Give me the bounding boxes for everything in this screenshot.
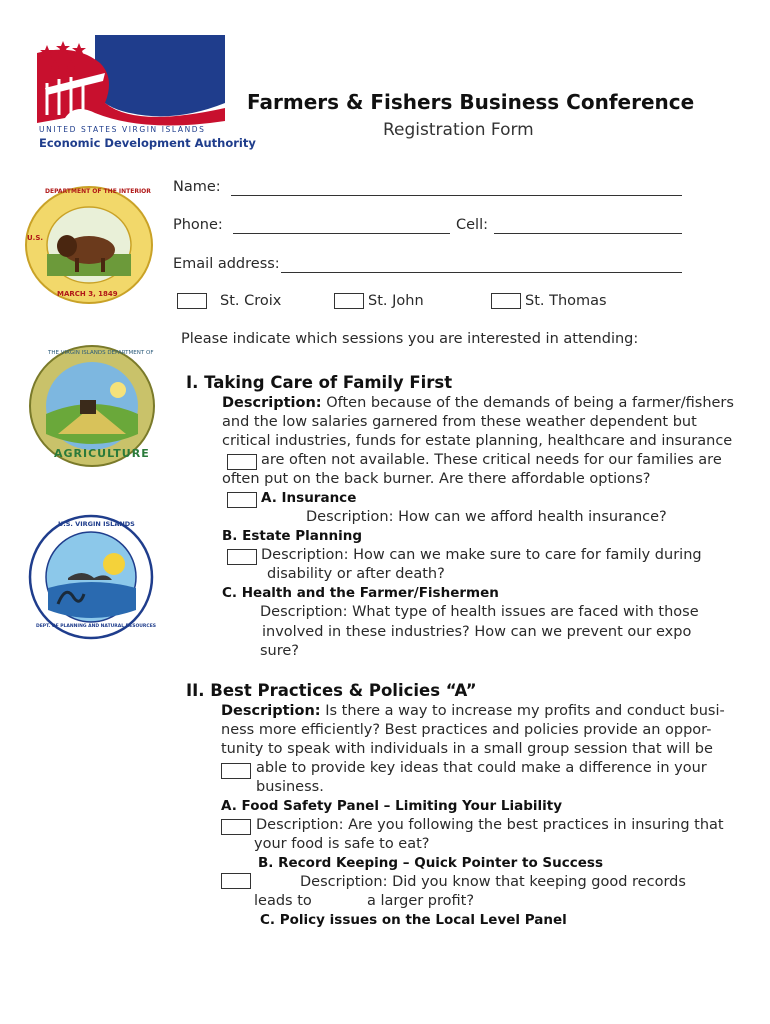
section1-desc-line2: and the low salaries garnered from these weather dependent but [222,414,697,430]
dpnr-seal-bottom: DEPT. OF PLANNING AND NATURAL RESOURCES [36,624,157,629]
insurance-desc: Description: How can we afford health insurance? [306,509,667,525]
health-desc3: sure? [260,643,300,659]
section2-desc-line3: tunity to speak with individuals in a small group session that will be [221,741,713,757]
food-safety-title: A. Food Safety Panel – Limiting Your Liability [221,798,563,814]
insurance-checkbox[interactable] [227,492,257,508]
section1-desc-line4: are often not available. These critical needs for our families are [261,452,722,468]
sessions-instruction: Please indicate which sessions you are interested in attending: [181,331,639,347]
agriculture-seal-bottom: AGRICULTURE [54,447,150,460]
phone-label: Phone: [173,217,223,233]
st-john-label: St. John [368,293,424,309]
cell-label: Cell: [456,217,488,233]
estate-planning-desc1: Description: How can we make sure to care for family during [261,547,702,563]
health-desc2: involved in these industries? How can we prevent our expo [262,624,692,640]
section2-desc-label: Description: [221,703,321,719]
section2-desc-text: Is there a way to increase my profits and conduct busi- [320,703,725,719]
estate-planning-desc2: disability or after death? [267,566,445,582]
page-title: Farmers & Fishers Business Conference [247,90,695,114]
page-subtitle: Registration Form [383,120,534,140]
st-croix-checkbox[interactable] [177,293,207,309]
health-title: C. Health and the Farmer/Fishermen [222,585,499,601]
section1-desc-label: Description: [222,395,322,411]
food-safety-checkbox[interactable] [221,819,251,835]
st-thomas-label: St. Thomas [525,293,607,309]
agriculture-seal-top: THE VIRGIN ISLANDS DEPARTMENT OF [48,350,154,356]
interior-seal-left: U.S. [27,234,44,242]
section2-desc-line5: business. [256,779,324,795]
section1-desc-line1 [222,395,734,411]
estate-planning-title: B. Estate Planning [222,528,363,544]
section2-checkbox[interactable] [221,763,251,779]
section2-desc-line2: ness more efficiently? Best practices and policies provide an oppor- [221,722,712,738]
interior-seal-top: DEPARTMENT OF THE INTERIOR [45,188,151,195]
st-croix-label: St. Croix [220,293,282,309]
food-safety-desc2: your food is safe to eat? [254,836,430,852]
record-keeping-desc2b: a larger profit? [367,893,475,909]
name-field[interactable] [231,195,682,196]
section2-desc-line1 [221,703,725,719]
st-john-checkbox[interactable] [334,293,364,309]
section1-desc-text: Often because of the demands of being a farmer/fishers [321,395,734,411]
record-keeping-desc1: Description: Did you know that keeping good records [300,874,686,890]
eda-logo [35,33,256,153]
record-keeping-title: B. Record Keeping – Quick Pointer to Success [258,855,603,871]
dpnr-seal-top: U.S. VIRGIN ISLANDS [58,520,135,528]
name-label: Name: [173,179,221,195]
section1-desc-line5: often put on the back burner. Are there affordable options? [222,471,651,487]
phone-field[interactable] [233,233,450,234]
eda-flag-graphic [35,33,227,153]
record-keeping-checkbox[interactable] [221,873,251,889]
email-field[interactable] [281,272,682,273]
food-safety-desc1: Description: Are you following the best practices in insuring that [256,817,724,833]
section2-title: II. Best Practices & Policies “A” [186,681,477,700]
estate-planning-checkbox[interactable] [227,549,257,565]
insurance-title: A. Insurance [261,490,357,506]
agriculture-seal [28,344,156,468]
section1-desc-line3: critical industries, funds for estate planning, healthcare and insurance [222,433,733,449]
st-thomas-checkbox[interactable] [491,293,521,309]
section2-desc-line4: able to provide key ideas that could make a difference in your [256,760,707,776]
section1-checkbox[interactable] [227,454,257,470]
record-keeping-desc2a: leads to [254,893,312,909]
email-label: Email address: [173,256,280,272]
health-desc1: Description: What type of health issues are faced with those [260,604,699,620]
eda-logo-line2: Economic Development Authority [39,136,256,150]
interior-seal-bottom: MARCH 3, 1849 [57,290,118,298]
section1-title: I. Taking Care of Family First [186,373,453,392]
dpnr-seal [28,514,157,640]
interior-seal [23,184,155,306]
cell-field[interactable] [494,233,682,234]
policy-issues-title: C. Policy issues on the Local Level Panel [260,912,567,928]
eda-logo-line1: UNITED STATES VIRGIN ISLANDS [39,125,206,134]
